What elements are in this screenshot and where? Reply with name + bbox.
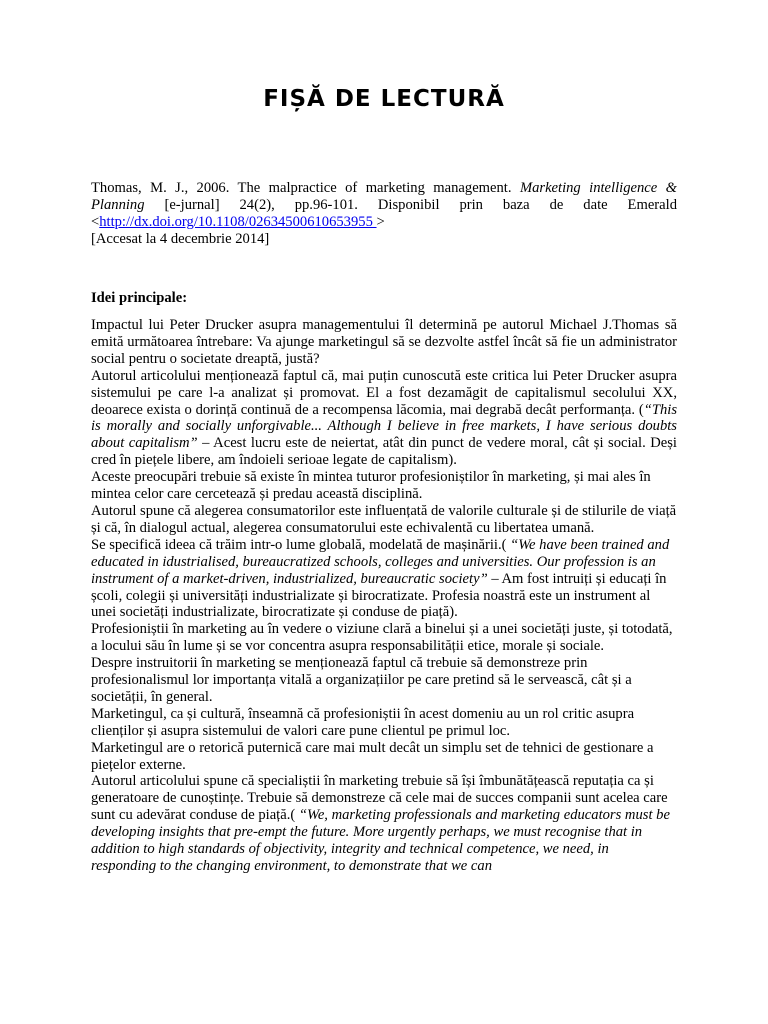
quote: “We, marketing professionals and marketing educators must be developing insights that pre-empt the future. More urgently perhaps, we must recognise that in addition to high standards of objectivity, integrity and technical competence, we need, in responding to the changing environment, to demonstrate that we can — [91, 807, 670, 874]
reference-journal: Marketing intelligence & Planning — [91, 180, 678, 213]
paragraph: Marketingul, ca și cultură, înseamnă că profesioniștii în acest domeniu au un rol critic asupra clienților și asupra sistemului de valori care pune clientul pe primul loc. — [91, 705, 635, 739]
paragraph-text: Se specifică ideea că trăim intr-o lume globală, modelată de mașinării.( — [91, 536, 511, 553]
section-heading: Idei principale: — [91, 290, 188, 306]
paragraph-text: – Acest lucru este de neiertat, atât din punct de vedere moral, cât și social. Deși cred în piețele libere, am îndoieli serioae legate de capitalism). — [91, 435, 677, 469]
paragraph-text: Autorul articolului spune că specialiștii în marketing trebuie să își îmbunătățească reputația ca și generatoare de cunoștințe. Trebuie să demonstreze că cele mai de succes companii sunt acelea care sunt cu adevărat conduse de piață.( — [91, 773, 668, 824]
bibliographic-reference — [91, 180, 677, 248]
doi-link[interactable]: http://dx.doi.org/10.1108/02634500610653955 — [99, 214, 377, 230]
reference-closing: > — [376, 214, 385, 230]
reference-authors-title: Thomas, M. J., 2006. The malpractice of marketing management. — [91, 180, 520, 196]
reference-citation — [91, 180, 677, 231]
paragraph — [91, 537, 677, 622]
paragraph: Marketingul are o retorică puternică care mai mult decât un simplu set de tehnici de gestionare a piețelor externe. — [91, 739, 654, 773]
main-ideas-body — [91, 317, 677, 875]
paragraph: Aceste preocupări trebuie să existe în mintea tuturor profesioniștilor în marketing, și mai ales în mintea celor care cercetează și predau această disciplină. — [91, 469, 651, 503]
paragraph-text: Autorul articolului menționează faptul că, mai puțin cunoscută este critica lui Peter Drucker asupra sistemului pe care l-a analizat și promovat. El a fost dezamăgit de capitalismul secolului XX, deoarece exista o dorință continuă de a recompensa lăcomia, mai degrabă decât performanța. ( — [91, 367, 677, 418]
quote: “We have been trained and educated in idustrialised, bureaucratized schools, colleges and universities. Our profession is an instrument of a market-driven, industrialized, bureaucratic society” — [91, 536, 670, 587]
paragraph — [91, 773, 677, 874]
reference-accessed-date: [Accesat la 4 decembrie 2014] — [91, 231, 270, 247]
paragraph: Impactul lui Peter Drucker asupra managementului îl determină pe autorul Michael J.Thomas să emită următoarea întrebare: Va ajunge marketingul să se dezvolte astfel încât să fie un administrator social pentru o societate dreaptă, justă? — [91, 317, 677, 367]
paragraph — [91, 368, 677, 469]
paragraph: Autorul spune că alegerea consumatorilor este influențată de valorile culturale și de stilurile de viață și că, în dialogul actual, alegerea consumatorului este echivalentă cu libertatea umană. — [91, 502, 677, 536]
quote: “This is morally and socially unforgivable... Although I believe in free markets, I have serious doubts about capitalism” — [91, 401, 677, 452]
reference-details: [e-jurnal] 24(2), pp.96-101. Disponibil prin baza de date Emerald < — [91, 197, 677, 230]
paragraph-text: – Am fost intruiți și educați în școli, colegii și universități industrializate și birocratizate. Profesia noastră este un instrument al unei societăți industrializate, birocratizate și conduse de piață). — [91, 570, 667, 621]
paragraph: Profesioniștii în marketing au în vedere o viziune clară a binelui și a unei societăți juste, și totodată, a locului său în lume și se vor concentra asupra responsabilității etice, morale și sociale. — [91, 621, 673, 655]
page-title: FIȘĂ DE LECTURĂ — [263, 86, 505, 112]
paragraph: Despre instruitorii în marketing se menționează faptul că trebuie să demonstreze prin profesionalismul lor importanța vitală a organizațiilor pe care pretind să le servească, cât și a societății, în general. — [91, 655, 632, 705]
